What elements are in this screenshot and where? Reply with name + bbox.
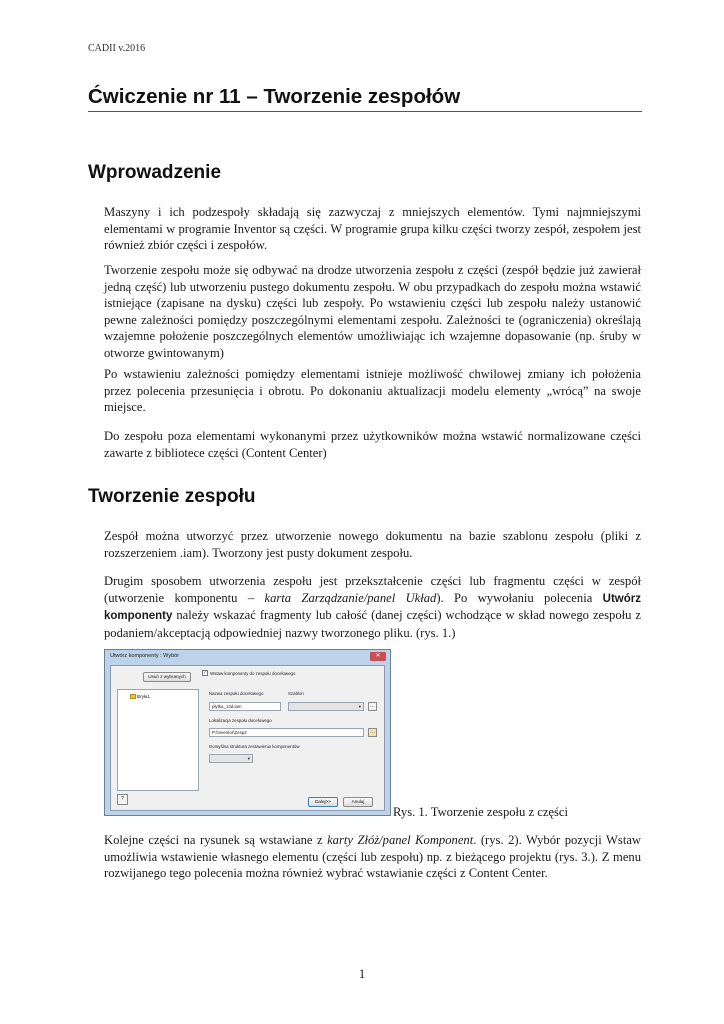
template-label: Szablon [288,691,304,696]
chevron-down-icon: ▾ [358,704,361,709]
dialog-body [110,665,385,811]
page-title: Ćwiczenie nr 11 – Tworzenie zespołów [88,85,461,108]
create-paragraph-3 [104,832,641,882]
template-select[interactable] [288,702,364,711]
insert-components-checkbox[interactable]: ✓ [203,670,208,676]
page-number: 1 [358,967,366,981]
create-p2-part-c: należy wskazać fragmenty lub całość (danej części) wchodzące w skład nowego zespołu z podaniem/akceptacją odpowiedniej nazwy tworzonego pliku. (rys. 1.) [104,608,641,640]
insert-components-label: Wstaw komponenty do zespołu docelowego [210,671,296,676]
template-browse-icon[interactable]: … [370,703,375,709]
cancel-button[interactable]: Anuluj [343,797,373,807]
intro-paragraph-4: Do zespołu poza elementami wykonanymi przez użytkowników można wstawić normalizowane części zawarte z bibliotece części (Content Center) [104,429,641,460]
intro-paragraph-1: Maszyny i ich podzespoły składają się zazwyczaj z mniejszych elementów. Tymi najmniejszymi elementami w programie Inventor są części. W programie grupa kilku części tworzy zespół, zespołem jest również zbiór części i zespołów. [104,205,641,253]
heading-create: Tworzenie zespołu [88,486,256,507]
create-paragraph-1: Zespół można utworzyć przez utworzenie nowego dokumentu na bazie szablonu zespołu (pliki z rozszerzeniem .iam). Tworzony jest pusty dokument zespołu. [104,529,641,560]
selection-tree[interactable] [117,689,199,791]
create-components-dialog-figure [104,649,391,816]
help-icon[interactable]: ? [117,794,128,805]
location-browse-icon[interactable]: … [370,729,375,735]
dialog-title: Utwórz komponenty : Wybór [110,653,180,659]
create-p2-part-a: Drugim sposobem utworzenia zespołu jest przekształcenie części lub fragmentu części w zespół (utworzenie komponentu – [104,574,641,605]
title-rule [88,111,642,112]
create-p3-menu-path: karty Złóż/panel Komponent [327,833,474,847]
target-location-label: Lokalizacja zespołu docelowego [209,718,272,723]
figure-caption: Rys. 1. Tworzenie zespołu z części [393,805,568,819]
bom-structure-select[interactable] [209,754,253,763]
create-p2-part-b: ). Po wywołaniu polecenia [436,590,603,605]
intro-paragraph-2: Tworzenie zespołu może się odbywać na drodze utworzenia zespołu z części (zespół będzie już zawierał jedną część) lub utworzeniu pustego dokumentu zespołu. W obu przypadkach do zespołu można wstawić istniejące (zapisane na dysku) części lub zespoły. Po wstawieniu części lub zespołu należy ustanowić pewne zależności pomiędzy poszczególnymi elementami zespołu. Zależności te (ograniczenia) określają wzajemne położenie poszczególnych elementów umożliwiając ich wzajemne dopasowanie (np. śruby w otworze gwintowanym) [104,263,641,360]
chevron-down-icon: ▾ [247,756,250,761]
tree-item-label: Bryła1 [137,694,151,699]
target-name-label: Nazwa zespołu docelowego [209,691,264,696]
create-p2-menu-path: karta Zarządzanie/panel Układ [264,590,437,605]
close-icon[interactable]: ✕ [370,652,386,661]
next-button[interactable]: Dalej>> [308,797,338,807]
folder-icon [130,694,136,699]
create-p2-command: Utwórz komponenty [104,592,641,623]
running-header: CADII v.2016 [88,43,146,54]
remove-selected-button[interactable]: Usuń z wybranych [143,672,191,682]
heading-intro: Wprowadzenie [88,162,222,183]
create-p3-part-b: . (rys. 2). Wybór pozycji Wstaw umożliwia wstawienie własnego elementu (części lub zespołu) np. z bieżącego projektu (rys. 3.). Z menu rozwijanego tego polecenia można również wybrać wstawianie części z Content Center. [104,833,642,881]
create-paragraph-2 [104,573,641,641]
bom-structure-label: Domyślna struktura zestawienia komponentów [209,744,300,749]
intro-paragraph-3: Po wstawieniu zależności pomiędzy elementami istnieje możliwość chwilowej zmiany ich położenia przez polecenia przesunięcia i obrotu. Po dokonaniu aktualizacji modelu elementy „wrócą” na swoje miejsce. [104,367,641,415]
tree-item[interactable] [130,694,150,699]
target-location-input[interactable]: P:\Inventor\Zesp2 [209,728,364,737]
create-p3-part-a: Kolejne części na rysunek są wstawiane z [104,833,328,847]
target-name-input[interactable]: płytka_13d.iam [209,702,281,711]
